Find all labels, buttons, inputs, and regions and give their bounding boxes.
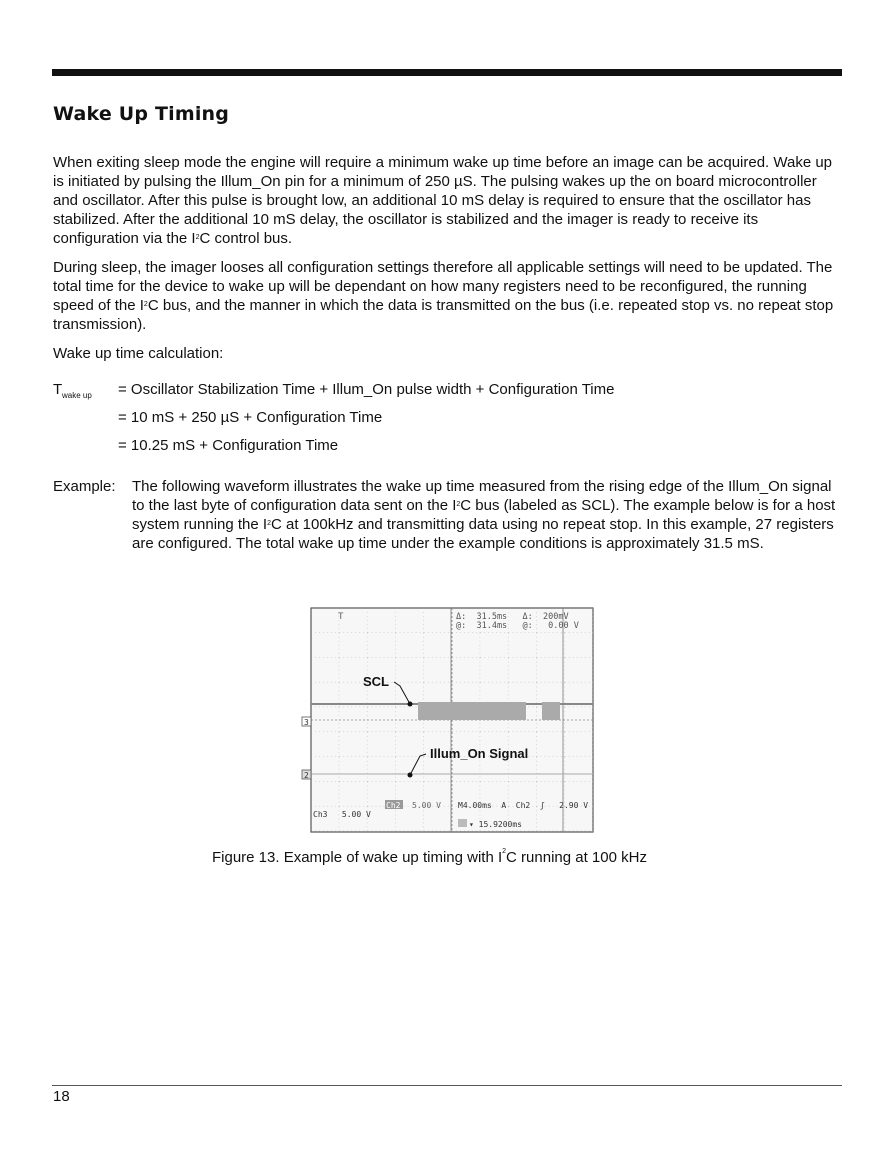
top-rule xyxy=(52,69,842,76)
ch2-scale: 5.00 V xyxy=(412,801,441,810)
para1-text-end: C control bus. xyxy=(199,230,293,247)
caption-superscript: 2 xyxy=(502,848,507,855)
para1-superscript: 2 xyxy=(195,234,200,241)
para2-superscript: 2 xyxy=(143,301,148,308)
trigger-marker-t: T xyxy=(338,612,344,622)
oscilloscope-figure xyxy=(304,606,594,834)
paragraph-wake-up-intro xyxy=(53,153,843,248)
example-text-1: The following waveform illustrates the wake up time measured from the rising edge of the Illum_On signal to the last byte of configuration data sent on the I xyxy=(132,478,832,514)
caption-text-end: C running at 100 kHz xyxy=(506,849,647,866)
paragraph-calculation-label: Wake up time calculation: xyxy=(53,345,224,362)
scl-label: SCL xyxy=(363,674,389,689)
para1-text: When exiting sleep mode the engine will require a minimum wake up time before an image can be acquired. Wake up is initiated by pulsing the Illum_On pin for a minimum of 250 µS. The pulsing wakes up the on board microcontroller and oscillator. After this pulse is brought low, an additional 10 mS delay is required to ensure that the oscillator has stabilized. After the additional 10 mS delay, the oscillator is stabilized and the imager is ready to receive its configuration via the I xyxy=(53,154,833,247)
formula-symbol: T xyxy=(53,381,63,398)
example-sup-1: 2 xyxy=(456,501,461,508)
cursor-readout-row-1: Δ: 31.5ms Δ: 200mV xyxy=(456,612,569,622)
scl-pointer-dot xyxy=(408,702,413,707)
example-sup-2: 2 xyxy=(267,520,271,527)
channel-2-marker-label: 2 xyxy=(304,771,309,780)
example-text-3: C at 100kHz and transmitting data using no repeat stop. In this example, 27 registers are configured. The total wake up time under the example conditions is approximately 31.5 mS. xyxy=(132,516,834,552)
caption-text: Figure 13. Example of wake up timing with I xyxy=(212,849,503,866)
trigger-position-readout: ▾ 15.9200ms xyxy=(469,820,522,829)
timebase-readout: M4.00ms A Ch2 ʃ 2.90 V xyxy=(458,801,589,810)
bottom-rule xyxy=(52,1085,842,1086)
trigger-position-icon xyxy=(458,819,467,827)
ch3-scale: Ch3 5.00 V xyxy=(313,810,371,819)
scl-burst-1 xyxy=(418,702,526,720)
page-number: 18 xyxy=(53,1088,70,1105)
section-heading: Wake Up Timing xyxy=(53,103,230,125)
para2-text: During sleep, the imager looses all configuration settings therefore all applicable settings will need to be updated. The total time for the device to wake up will be dependant on how many registers need to be reconfigured, the running speed of the I xyxy=(53,259,833,314)
formula-line-2-text: = 10 mS + 250 µS + Configuration Time xyxy=(118,409,383,426)
formula-line-3-text: = 10.25 mS + Configuration Time xyxy=(118,437,339,454)
ch2-badge: Ch2 xyxy=(386,801,401,810)
example-label: Example: xyxy=(53,478,116,495)
channel-3-marker-label: 3 xyxy=(304,718,309,727)
para2-text-end: C bus, and the manner in which the data is transmitted on the bus (i.e. repeated stop vs. no repeat stop transmission). xyxy=(53,297,834,333)
formula-subscript: wake up xyxy=(62,391,92,400)
example-text xyxy=(132,477,842,553)
illum-on-label: Illum_On Signal xyxy=(430,746,529,761)
formula-line-1-text: = Oscillator Stabilization Time + Illum_On pulse width + Configuration Time xyxy=(118,381,615,398)
example-text-2: C bus (labeled as SCL). The example below is for a host system running the I xyxy=(132,497,836,533)
illum-on-pointer-dot xyxy=(408,773,413,778)
paragraph-sleep-settings xyxy=(53,258,843,334)
figure-caption xyxy=(212,849,647,866)
cursor-readout-row-2: @: 31.4ms @: 0.00 V xyxy=(456,621,579,631)
scl-burst-2 xyxy=(542,702,560,720)
